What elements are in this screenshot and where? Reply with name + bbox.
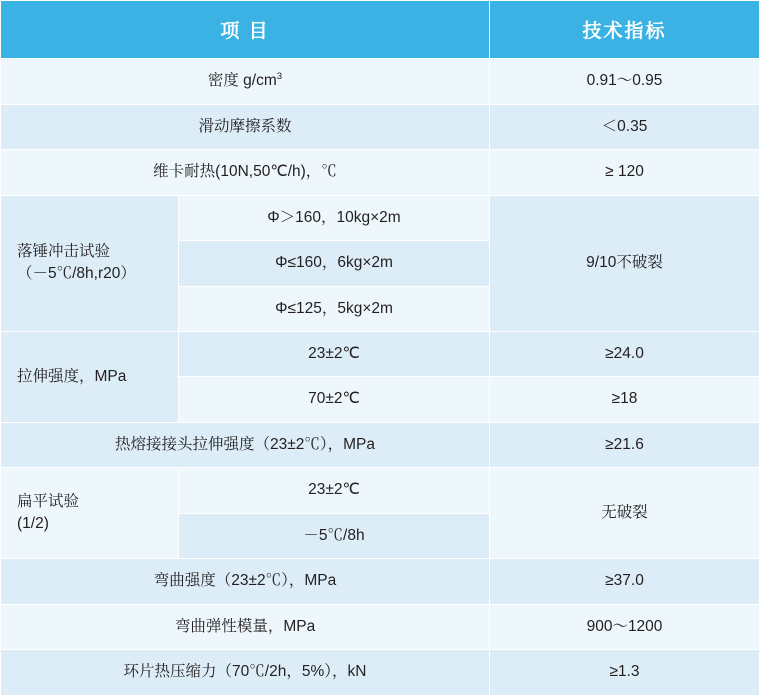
row-value-bending-modulus: 900～1200 <box>490 604 759 649</box>
row-value-density: 0.91～0.95 <box>490 59 759 105</box>
row-item-ring-compression: 环片热压缩力（70℃/2h，5%），kN <box>1 650 490 695</box>
table-row <box>1 195 759 240</box>
row-item-hotmelt: 热熔接接头拉伸强度（23±2℃），MPa <box>1 422 490 467</box>
table-row <box>1 650 759 695</box>
row-sub-flatten-1: 23±2℃ <box>179 468 490 513</box>
row-value-tensile-1: ≥24.0 <box>490 331 759 376</box>
header-item: 项 目 <box>1 1 490 59</box>
row-item-flatten-line1: 扁平试验 <box>17 491 172 513</box>
row-item-vicat: 维卡耐热(10N,50℃/h)，℃ <box>1 150 490 195</box>
row-sub-tensile-2: 70±2℃ <box>179 377 490 422</box>
row-item-bending-strength: 弯曲强度（23±2℃），MPa <box>1 559 490 604</box>
row-sub-impact-2: Φ≤160，6kg×2m <box>179 241 490 286</box>
row-value-vicat: ≥ 120 <box>490 150 759 195</box>
row-item-density <box>1 59 490 105</box>
row-item-label: 密度 g/cm <box>208 72 277 89</box>
row-item-bending-modulus: 弯曲弹性模量，MPa <box>1 604 490 649</box>
table-row <box>1 150 759 195</box>
row-item-friction: 滑动摩擦系数 <box>1 104 490 149</box>
row-sub-impact-3: Φ≤125，5kg×2m <box>179 286 490 331</box>
row-sub-flatten-2: －5℃/8h <box>179 513 490 558</box>
density-exponent: 3 <box>277 71 282 82</box>
header-value: 技术指标 <box>490 1 759 59</box>
row-value-impact: 9/10不破裂 <box>490 195 759 331</box>
row-item-flatten-line2: (1/2) <box>17 513 172 535</box>
row-item-impact <box>1 195 179 331</box>
row-value-flatten: 无破裂 <box>490 468 759 559</box>
table-row <box>1 604 759 649</box>
table-row <box>1 468 759 513</box>
row-item-flatten <box>1 468 179 559</box>
table-header-row <box>1 1 759 59</box>
row-value-friction: ＜0.35 <box>490 104 759 149</box>
table-row <box>1 559 759 604</box>
row-sub-impact-1: Φ＞160，10kg×2m <box>179 195 490 240</box>
row-value-bending-strength: ≥37.0 <box>490 559 759 604</box>
row-value-hotmelt: ≥21.6 <box>490 422 759 467</box>
table-row <box>1 422 759 467</box>
row-item-impact-line2: （－5℃/8h,r20） <box>17 263 172 285</box>
row-value-ring-compression: ≥1.3 <box>490 650 759 695</box>
table-row <box>1 104 759 149</box>
row-value-tensile-2: ≥18 <box>490 377 759 422</box>
table-row <box>1 59 759 105</box>
table-row <box>1 331 759 376</box>
row-item-tensile: 拉伸强度，MPa <box>1 331 179 422</box>
row-item-impact-line1: 落锤冲击试验 <box>17 241 172 263</box>
row-sub-tensile-1: 23±2℃ <box>179 331 490 376</box>
